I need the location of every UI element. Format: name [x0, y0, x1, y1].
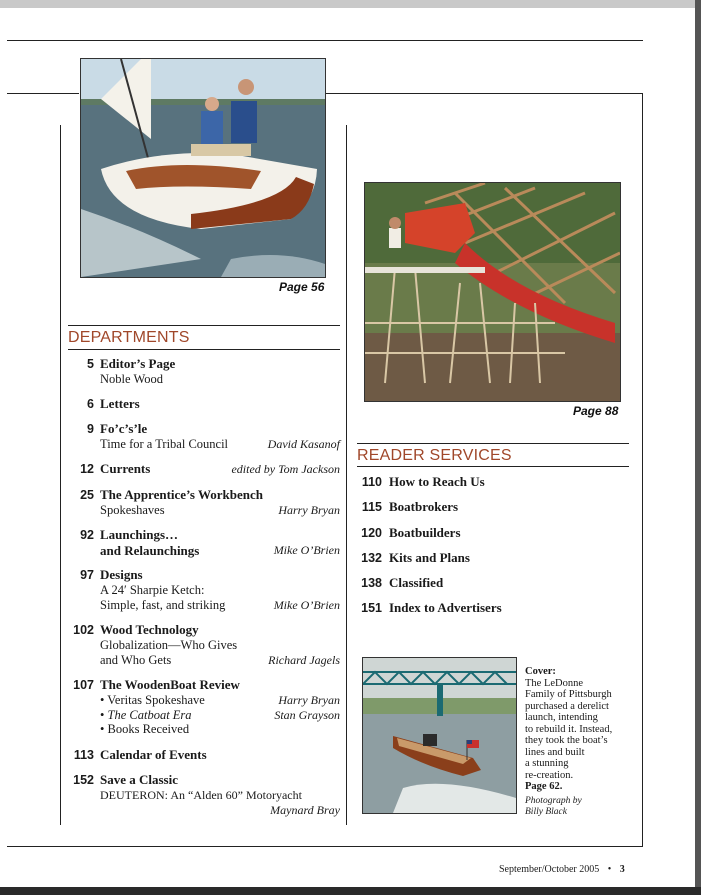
entry-title: Boatbrokers: [389, 499, 459, 514]
reader-services-heading: READER SERVICES: [357, 447, 512, 464]
page-number: 9: [87, 422, 94, 436]
entry-author: Harry Bryan: [278, 503, 340, 517]
page-number: 132: [361, 551, 382, 565]
cover-line: they took the boat’s: [525, 735, 608, 746]
review-bullet-3: • Books Received: [100, 722, 190, 736]
reader-services-bottom-rule: [357, 466, 629, 467]
cover-caption: [525, 666, 625, 819]
issue-date: September/October 2005: [499, 864, 600, 875]
page-number: 92: [80, 528, 94, 542]
page-number: 110: [361, 475, 382, 489]
reader-services-top-rule: [357, 443, 629, 444]
entry-title: Currents: [100, 461, 151, 476]
departments-top-rule: [68, 325, 340, 326]
entry-author: Mike O’Brien: [273, 543, 340, 557]
entry-subtitle: Time for a Tribal Council: [100, 437, 229, 451]
entry-subtitle: Globalization—Who Gives: [100, 638, 238, 652]
entry-title: Kits and Plans: [389, 550, 470, 565]
entry-title: Calendar of Events: [100, 747, 207, 762]
bottom-rule: [7, 846, 643, 847]
entry-subtitle-line2: and Who Gets: [100, 653, 172, 667]
page-bottom-edge: [0, 887, 701, 895]
entry-subtitle: DEUTERON: An “Alden 60” Motoryacht: [100, 788, 302, 802]
entry-title: Classified: [389, 575, 444, 590]
entry-subtitle: Noble Wood: [100, 372, 163, 386]
center-column-rule: [346, 125, 347, 825]
page-number: 115: [361, 500, 382, 514]
entry-title: Launchings…: [100, 527, 179, 542]
entry-title: The WoodenBoat Review: [100, 677, 240, 692]
review-book-title: The Catboat Era: [107, 708, 192, 722]
entry-title: Wood Technology: [100, 622, 199, 637]
sailboat-photo: [80, 58, 326, 278]
cover-line: launch, intending: [525, 712, 598, 723]
cover-photo: [362, 657, 517, 814]
page-number: 12: [80, 462, 94, 476]
entry-title: Index to Advertisers: [389, 600, 502, 615]
cover-photo-credit-name: Billy Black: [525, 807, 567, 817]
entry-author: edited by Tom Jackson: [231, 462, 340, 476]
review-author-1: Harry Bryan: [278, 693, 340, 707]
entry-author: Richard Jagels: [268, 653, 340, 667]
entry-title: Letters: [100, 396, 140, 411]
top-rule: [7, 40, 643, 41]
cover-page-ref[interactable]: Page 62.: [525, 781, 563, 792]
cover-line: The LeDonne: [525, 677, 584, 689]
folio: [499, 864, 625, 875]
cover-line: a stunning: [525, 758, 569, 769]
cover-line: to rebuild it. Instead,: [525, 723, 613, 735]
entry-author: Mike O’Brien: [273, 598, 340, 612]
entry-title: Fo’c’s’le: [100, 421, 148, 436]
departments-heading: DEPARTMENTS: [68, 329, 190, 346]
page-number: 25: [80, 488, 94, 502]
boatshop-page-caption: Page 88: [573, 404, 619, 418]
page-number: 120: [361, 526, 382, 540]
right-frame-rule: [642, 93, 643, 847]
page-number: 3: [619, 864, 625, 875]
folio-bullet: •: [607, 864, 612, 875]
page-right-edge: [695, 0, 701, 895]
left-column-rule: [60, 125, 61, 825]
entry-title: Boatbuilders: [389, 525, 461, 540]
review-bullet-1: • Veritas Spokeshave: [100, 693, 205, 707]
entry-subtitle-line2: Simple, fast, and striking: [100, 598, 226, 612]
departments-bottom-rule: [68, 349, 340, 350]
page-number: 6: [87, 397, 94, 411]
review-bullet-2: • The Catboat Era: [100, 708, 192, 722]
page-number: 113: [73, 748, 94, 762]
page-number: 151: [361, 601, 382, 615]
page-number: 5: [87, 357, 94, 371]
entry-title: The Apprentice’s Workbench: [100, 487, 264, 502]
page-top-margin: [0, 0, 701, 8]
review-author-2: Stan Grayson: [274, 708, 340, 722]
cover-photo-credit: Photograph by: [525, 795, 582, 806]
page-number: 97: [80, 568, 94, 582]
entry-subtitle: A 24′ Sharpie Ketch:: [100, 583, 205, 597]
cover-line: lines and built: [525, 746, 585, 758]
cover-line: purchased a derelict: [525, 700, 609, 712]
entry-title: Editor’s Page: [100, 356, 176, 371]
page-number: 107: [73, 678, 94, 692]
entry-title: Designs: [100, 567, 143, 582]
entry-author: Maynard Bray: [270, 803, 340, 817]
entry-title: Save a Classic: [100, 772, 178, 787]
entry-subtitle: Spokeshaves: [100, 503, 165, 517]
cover-line: Family of Pittsburgh: [525, 689, 612, 700]
page-number: 152: [73, 773, 94, 787]
entry-author: David Kasanof: [267, 437, 340, 451]
upper-right-rule: [325, 93, 643, 94]
sailboat-page-caption: Page 56: [279, 280, 325, 294]
entry-title: How to Reach Us: [389, 474, 485, 489]
page-number: 102: [73, 623, 94, 637]
boatshop-photo: [364, 182, 621, 402]
cover-line: re-creation.: [525, 769, 574, 781]
page-number: 138: [361, 576, 382, 590]
upper-left-rule: [7, 93, 79, 94]
cover-label: Cover:: [525, 666, 556, 677]
entry-title-line2: and Relaunchings: [100, 543, 200, 558]
